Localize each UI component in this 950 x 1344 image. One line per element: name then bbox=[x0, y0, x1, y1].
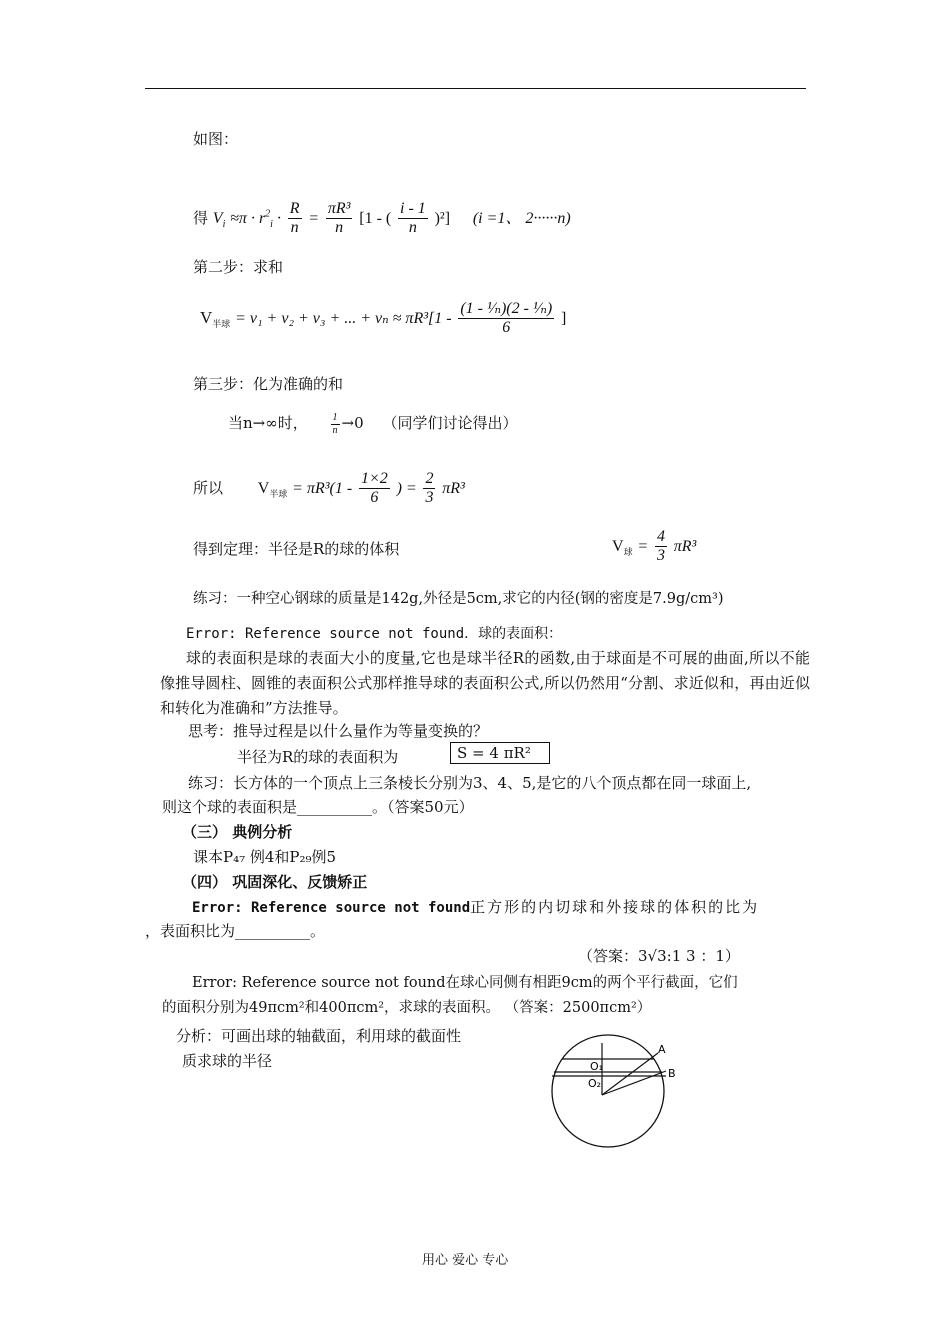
frac-r-den: n bbox=[290, 219, 299, 237]
error-ref-2 bbox=[192, 896, 759, 917]
surface-paragraph: 球的表面积是球的表面大小的度量,它也是球半径R的函数,由于球面是不可展的曲面,所以不能像推导圆柱、圆锥的表面积公式那样推导球的表面积公式,所以仍然用“分割、求近似和，再由近似和转化为准确和”方法推导。 bbox=[160, 649, 810, 717]
exercise-two-a: 练习：长方体的一个顶点上三条棱长分别为3、4、5,是它的八个顶点都在同一球面上, bbox=[188, 774, 752, 792]
de-text: 得 bbox=[193, 208, 209, 227]
area-formula-box: S = 4 πR² bbox=[450, 742, 550, 764]
r-sub: i bbox=[270, 219, 273, 231]
paren-eq: ) = bbox=[396, 479, 417, 497]
half-sphere-sub-2: 半球 bbox=[269, 489, 288, 500]
vi-sub: i bbox=[222, 219, 226, 231]
eq-sign: = bbox=[637, 537, 649, 555]
frac-12-den: 6 bbox=[370, 489, 379, 507]
theorem-text: 得到定理：半径是R的球的体积 bbox=[193, 540, 400, 558]
arrow-icon: → bbox=[341, 414, 355, 432]
step-three: 第三步：化为准确的和 bbox=[193, 375, 344, 393]
sum-close: ] bbox=[561, 309, 567, 327]
frac-43-num: 4 bbox=[655, 528, 667, 547]
radius-to-b bbox=[602, 1071, 666, 1095]
bracket-close: )²] bbox=[434, 209, 451, 227]
approx-pi: ≈π · r bbox=[230, 209, 266, 227]
frac-12-num: 1×2 bbox=[359, 470, 390, 489]
label-a: A bbox=[658, 1043, 666, 1056]
step-two: 第二步：求和 bbox=[193, 258, 284, 276]
dang-n: 当n bbox=[228, 414, 253, 432]
r-sup: 2 bbox=[265, 208, 271, 220]
sum-expr: = v₁ + v₂ + v₃ + ... + vₙ ≈ πR³[1 - bbox=[235, 309, 452, 327]
bracket-open: [1 - ( bbox=[359, 209, 392, 227]
frac-i-den: n bbox=[408, 219, 417, 237]
radius-area-text: 半径为R的球的表面积为 bbox=[237, 748, 399, 766]
vi-symbol: V bbox=[212, 209, 223, 227]
index-range: (i =1、 2······n) bbox=[472, 209, 571, 227]
answer-one: （答案：3√3:1 3 ：1） bbox=[578, 947, 740, 965]
header-rule bbox=[145, 88, 806, 89]
v-symbol-2: V bbox=[257, 479, 270, 497]
error-ref-3-b: 的面积分别为49πcm²和400πcm²，求球的表面积。 （答案：2500πcm²） bbox=[162, 1000, 652, 1016]
sphere-cross-section-diagram bbox=[540, 1025, 690, 1150]
error-ref-1: Error: Reference source not found．球的表面积： bbox=[186, 626, 563, 642]
sphere-sub: 球 bbox=[623, 547, 633, 558]
exercise-two-b: 则这个球的表面积是__________。（答案50元） bbox=[162, 798, 474, 816]
formula-sum bbox=[200, 300, 566, 338]
frac-r-num: R bbox=[288, 200, 302, 219]
textbook-ref: 课本P₄₇ 例4和P₂₉例5 bbox=[193, 848, 337, 866]
frac-pir3-den: n bbox=[335, 219, 344, 237]
volume-formula bbox=[612, 528, 696, 566]
zero: 0 bbox=[354, 414, 364, 432]
error-ref-2-rest: 正方形的内切球和外接球的体积的比为 bbox=[470, 898, 760, 916]
sum-den: 6 bbox=[502, 319, 511, 337]
error-ref-3-a: Error: Reference source not found在球心同侧有相距9cm的两个平行截面，它们 bbox=[192, 975, 738, 991]
think-line: 思考：推导过程是以什么量作为等量变换的？ bbox=[188, 722, 489, 740]
v-symbol-3: V bbox=[612, 537, 624, 555]
frac-23-num: 2 bbox=[423, 470, 435, 489]
frac-pir3-num: πR³ bbox=[326, 200, 353, 219]
section-three: （三） 典例分析 bbox=[182, 823, 293, 841]
exercise-one: 练习：一种空心钢球的质量是142g,外径是5cm,求它的内径(钢的密度是7.9g/cm³) bbox=[193, 591, 724, 607]
error-ref-2-mono: Error: Reference source not found bbox=[192, 900, 471, 916]
small-one: 1 bbox=[332, 412, 338, 423]
eq-pir3: = πR³(1 - bbox=[292, 479, 353, 497]
page-footer: 用心 爱心 专心 bbox=[422, 1253, 509, 1268]
label-b: B bbox=[668, 1067, 676, 1080]
analysis-a: 分析：可画出球的轴截面，利用球的截面性 bbox=[176, 1027, 462, 1045]
pir3-tail: πR³ bbox=[442, 479, 465, 497]
section-four: （四） 巩固深化、反馈矫正 bbox=[182, 873, 368, 891]
sum-num: (1 - ¹⁄ₙ)(2 - ¹⁄ₙ) bbox=[458, 300, 554, 319]
arrow-icon: → bbox=[252, 414, 266, 432]
formula-vi: 得 $V_i \approx\pi \cdot r^2_i$ · $\frac{R}{n}$ = $\frac{\text{πR³}}{n}$ [1 - ( $\frac{i - 1}{n}$ )²] (i =1、 2······n) bbox=[193, 200, 571, 237]
half-sphere-sub: 半球 bbox=[212, 319, 231, 330]
error-ref-2-line2: ，表面积比为__________。 bbox=[145, 922, 326, 940]
discuss-note: （同学们讨论得出） bbox=[382, 414, 518, 432]
pir3-tail-2: πR³ bbox=[673, 537, 697, 555]
so-line bbox=[193, 470, 465, 508]
label-o1: O₁ bbox=[590, 1060, 604, 1073]
frac-43-den: 3 bbox=[656, 547, 665, 565]
dang-shi: ∞时， bbox=[265, 414, 308, 432]
analysis-b: 质求球的半径 bbox=[182, 1052, 273, 1070]
small-n: n bbox=[332, 424, 338, 436]
suoyi: 所以 bbox=[193, 478, 224, 497]
label-as-figure: 如图： bbox=[193, 130, 239, 148]
limit-line bbox=[228, 412, 517, 436]
frac-i-num: i - 1 bbox=[398, 200, 428, 219]
label-o2: O₂ bbox=[588, 1077, 602, 1090]
v-symbol: V bbox=[200, 307, 213, 327]
frac-23-den: 3 bbox=[425, 489, 434, 507]
